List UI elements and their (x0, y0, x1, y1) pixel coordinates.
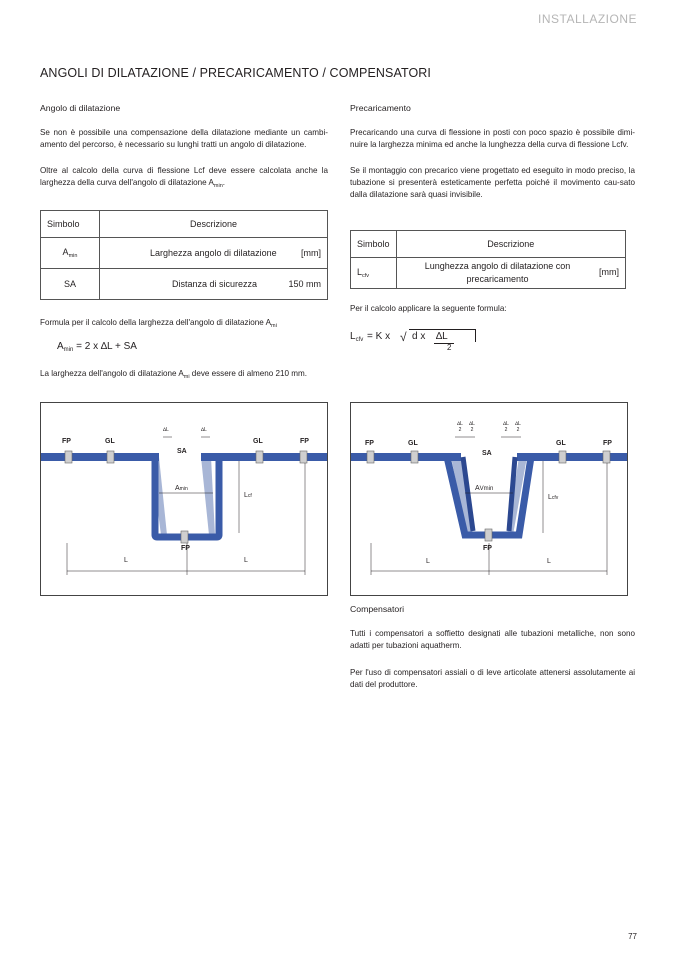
symbol-cell: $A_{min}$ (41, 238, 100, 269)
label-gl: GL (253, 438, 263, 445)
label-l: L (426, 558, 430, 565)
right-para-1: Precaricando una curva di flessione in posti con poco spazio è possibile dimi-nuire la larghezza minima ed anche la lunghezza della curva di flessione Lcfv. (350, 128, 635, 150)
table-header-description: Descrizione (100, 211, 328, 238)
label-sa: SA (177, 448, 187, 455)
right-heading: Precaricamento (350, 103, 411, 113)
label-l: L (547, 558, 551, 565)
right-symbol-table (350, 230, 626, 289)
label-delta-l: ∆L (163, 427, 169, 433)
label-delta-l-half: ∆L 2 (457, 421, 463, 433)
left-formula: $A_{min} = 2$ x ∆L + SA (57, 341, 137, 353)
table-header-symbol: Simbolo (41, 211, 100, 238)
table-header-description: Descrizione (396, 231, 625, 258)
left-para-1: Se non è possibile una compensazione della dilatazione mediante un cambi-amento del percorso, è necessario su lunghi tratti un angolo di dilatazione. (40, 128, 328, 150)
label-delta-l-half: ∆L 2 (503, 421, 509, 433)
symbol-cell: $L_{cfv}$ (351, 258, 397, 289)
left-note: La larghezza dell'angolo di dilatazione $A_{mi}$ deve essere di almeno 210 mm. (40, 369, 307, 380)
left-formula-intro: Formula per il calcolo della larghezza dell'angolo di dilatazione $A_{mi}$ (40, 318, 277, 329)
page-number: 77 (628, 932, 637, 941)
description-cell: Distanza di sicurezza 150 mm (100, 269, 328, 300)
table-row (41, 238, 328, 269)
compensatori-para-1: Tutti i compensatori a soffietto designati alle tubazioni metalliche, non sono adatti per tubazioni aquatherm. (350, 629, 635, 651)
diagram-expansion-angle (40, 402, 328, 596)
right-formula: $L_{cfv}$ = K x √ d x ∆L 2 (350, 330, 480, 356)
label-delta-l-half: ∆L 2 (515, 421, 521, 433)
label-sa: SA (482, 450, 492, 457)
compensatori-para-2: Per l'uso di compensatori assiali o di leve articolate attenersi assolutamente ai dati del produttore. (350, 668, 635, 690)
label-amin: Amin (175, 485, 188, 492)
label-delta-l-half: ∆L 2 (469, 421, 475, 433)
label-fp: FP (181, 545, 190, 552)
sqrt-icon: √ (400, 330, 407, 344)
label-lcf: Lcf (244, 492, 252, 499)
table-row (41, 269, 328, 300)
diagram-precharging (350, 402, 628, 596)
label-gl: GL (556, 440, 566, 447)
description-cell: Larghezza angolo di dilatazione [mm] (100, 238, 328, 269)
page-title: ANGOLI DI DILATAZIONE / PRECARICAMENTO / COMPENSATORI (40, 66, 432, 80)
label-lcfv: Lcfv (548, 494, 559, 501)
symbol-cell: SA (41, 269, 100, 300)
table-header-symbol: Simbolo (351, 231, 397, 258)
left-heading: Angolo di dilatazione (40, 103, 121, 113)
label-fp: FP (365, 440, 374, 447)
section-label: INSTALLAZIONE (538, 12, 637, 26)
description-cell: Lunghezza angolo di dilatazione con precaricamento [mm] (396, 258, 625, 289)
label-fp: FP (483, 545, 492, 552)
table-row (351, 258, 626, 289)
label-fp: FP (603, 440, 612, 447)
left-symbol-table (40, 210, 328, 300)
label-avmin: AVmin (475, 485, 494, 492)
compensatori-heading: Compensatori (350, 604, 405, 614)
left-para-2: Oltre al calcolo della curva di flessione Lcf deve essere calcolata anche la larghezza della curva dell'angolo di dilatazione $A_{min}$. (40, 166, 328, 190)
label-fp: FP (62, 438, 71, 445)
label-gl: GL (408, 440, 418, 447)
label-delta-l: ∆L (201, 427, 207, 433)
right-formula-intro: Per il calcolo applicare la seguente formula: (350, 304, 507, 313)
label-gl: GL (105, 438, 115, 445)
right-para-2: Se il montaggio con precarico viene progettato ed eseguito in modo preciso, la tubazione si presenterà esteticamente perfetta poiché il movimento cau-sato dalla dilatazione sarà quasi invisibile. (350, 166, 635, 200)
label-l: L (124, 557, 128, 564)
label-l: L (244, 557, 248, 564)
label-fp: FP (300, 438, 309, 445)
